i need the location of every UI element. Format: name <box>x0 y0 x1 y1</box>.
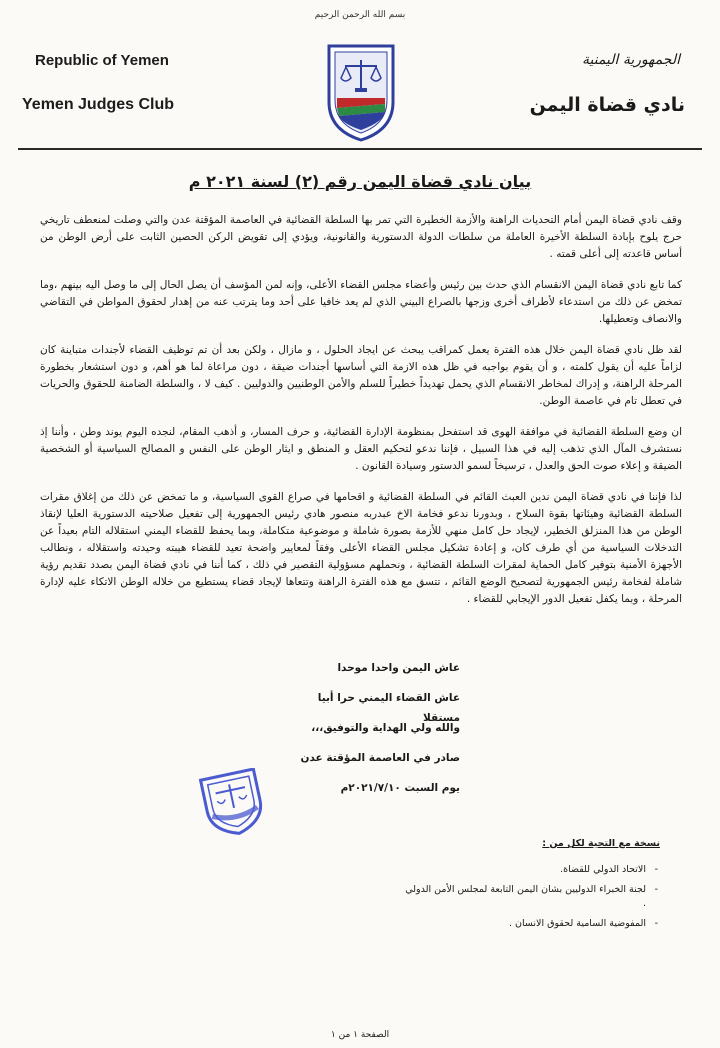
document-title: بيان نادي قضاة اليمن رقم (٢) لسنة ٢٠٢١ م <box>188 172 532 191</box>
body-paragraph-4: ان وضع السلطة القضائية في موافقة الهوى قد استفحل بمنظومة الإدارة القضائية، و حرف المسار، و أذهب المقام، لنجده اليوم يوند وطن ، وأننا إذ نستشرف المآل الذي تذهب إليه في هذا السبيل ، فإننا ندعو لتحكيم العقل و المنطق و ايثار الوطن على النفس و المصالح السياسية أو الشخصية الضيقة و إعلاء صوت الحق والعدل ، ترسيخاً لسمو الدستور وسيادة القانون . <box>40 426 682 472</box>
document-body <box>40 212 682 622</box>
body-paragraph-5: لذا فإننا في نادي قضاة اليمن ندين العبث القائم في السلطة القضائية و اقحامها في صراع القوى السياسية، و ما تمخض عن ذلك من إغلاق مقرات السلطة القضائية وهيئاتها بقوة السلاح ، وبدورنا ندعو فخامة الاخ عبدربه منصور هادي رئيس الجمهورية إلى تفعيل صلاحيته الدستورية العليا لإنقاذ الوطن من هذا المنزلق الخطير، لإيجاد حل كامل منهي للأزمة بصورة شاملة و موضوعية متكاملة، وبما يحفظ للقضاء اليمني استقلاله التام بعيداً عن التدخلات السياسية من أي طرف كان، و إعادة تشكيل مجلس القضاء الأعلى وفقاً لمعايير واضحة تعيد للقضاء هيبته وحيدته واستقلاله ، ونطالب الأجهزة الأمنية بتوفير كامل الحماية لمقرات السلطة القضائية ، ونحملهم مسؤولية التقصير في ذلك ، كما أننا في نادي قضاة اليمن بصدد تقديم رؤية شاملة لفخامة رئيس الجمهورية لتصحيح الوضع القائم ، تتسق مع هذه الفترة الراهنة وتتعاها لإيجاد قضاء يستطيع من خلاله الوطن الاتكاء عليه لإدارة المرحلة ، وبما يكفل تفعيل الدور الإيجابي للقضاء . <box>40 491 682 605</box>
copies-item: - لجنة الخبراء الدوليين بشان اليمن التابعة لمجلس الأمن الدولي . <box>400 883 646 911</box>
closing-line-4: صادر في العاصمة المؤقتة عدن <box>300 752 460 764</box>
body-paragraph-3: لقد ظل نادي قضاة اليمن خلال هذه الفترة يعمل كمراقب يبحث عن ايجاد الحلول ، و مازال ، ولكن بعد أن تم توظيف القضاء لأجندات متباينة كان لزاماً عليه أن يقول كلمته ، و أن يقوم بواجبه في ظل هذه الازمة التي أساسها أجندات ضيقة ، دون مراعاة لما هو أهم، و دون استشعار بخطورة المرحلة الراهنة، و إدراك لمخاطر الانقسام الذي يحمل تهديداً خطيراً للسلم والأمن الوطنيين والدوليين . كيف لا ، والسلطة الضامنة للحقوق والحريات في تعطل تام في عاصمة الوطن. <box>40 344 682 407</box>
closing-line-3: والله ولي الهداية والتوفيق،،، <box>311 722 460 734</box>
copies-item: - الاتحاد الدولي للقضاة. <box>400 863 646 877</box>
scales-of-justice-emblem-icon <box>325 42 397 142</box>
english-republic-title: Republic of Yemen <box>35 52 169 69</box>
copies-item: - المفوضية السامية لحقوق الانسان . <box>400 917 646 931</box>
arabic-club-title: نادي قضاة اليمن <box>529 94 685 116</box>
header-divider <box>18 148 702 150</box>
closing-line-1: عاش اليمن واحدا موحدا <box>337 662 460 674</box>
body-paragraph-1: وقف نادي قضاة اليمن أمام التحديات الراهنة والأزمة الخطيرة التي تمر بها السلطة القضائية في العاصمة المؤقتة عدن والتي وصلت لمنعطف تاريخي حرج يلوح بإبادة السلطة الأخيرة العاملة من سلطات الدولة الدستورية والقانونية، ويؤدي إلى تقويض الركن الحصين الثابت على أرض الوطن من أساس قاعدته إلى أعلى قمته . <box>40 214 682 260</box>
copies-list <box>400 838 660 937</box>
page-number: الصفحة ١ من ١ <box>330 1030 390 1040</box>
body-paragraph-2: كما تابع نادي قضاة اليمن الانقسام الذي حدث بين رئيس وأعضاء مجلس القضاء الأعلى، وإنه لمن المؤسف أن يصل الحال إلى ما وصل اليه بينهم ،وما تمخض عن ذلك من استدعاء لأطراف أخرى وزجها بالصراع البيني الذي لم يعد خافيا على أحد وما يترتب عنه من إهدار لحقوق المواطن في التقاضي والانصاف وتعطيلها. <box>40 279 682 325</box>
judges-club-stamp-icon <box>198 768 268 838</box>
closing-block <box>290 658 460 808</box>
closing-date: يوم السبت ٢٠٢١/٧/١٠م <box>340 782 460 794</box>
basmala-text: بسم الله الرحمن الرحيم <box>314 10 406 20</box>
arabic-republic-title: الجمهورية اليمنية <box>581 52 680 68</box>
copies-heading: نسخة مع التحية لكل من : <box>542 838 660 849</box>
closing-line-2: عاش القضاء اليمني حرا أبيا مستقلا <box>317 692 460 724</box>
english-club-title: Yemen Judges Club <box>22 96 175 113</box>
